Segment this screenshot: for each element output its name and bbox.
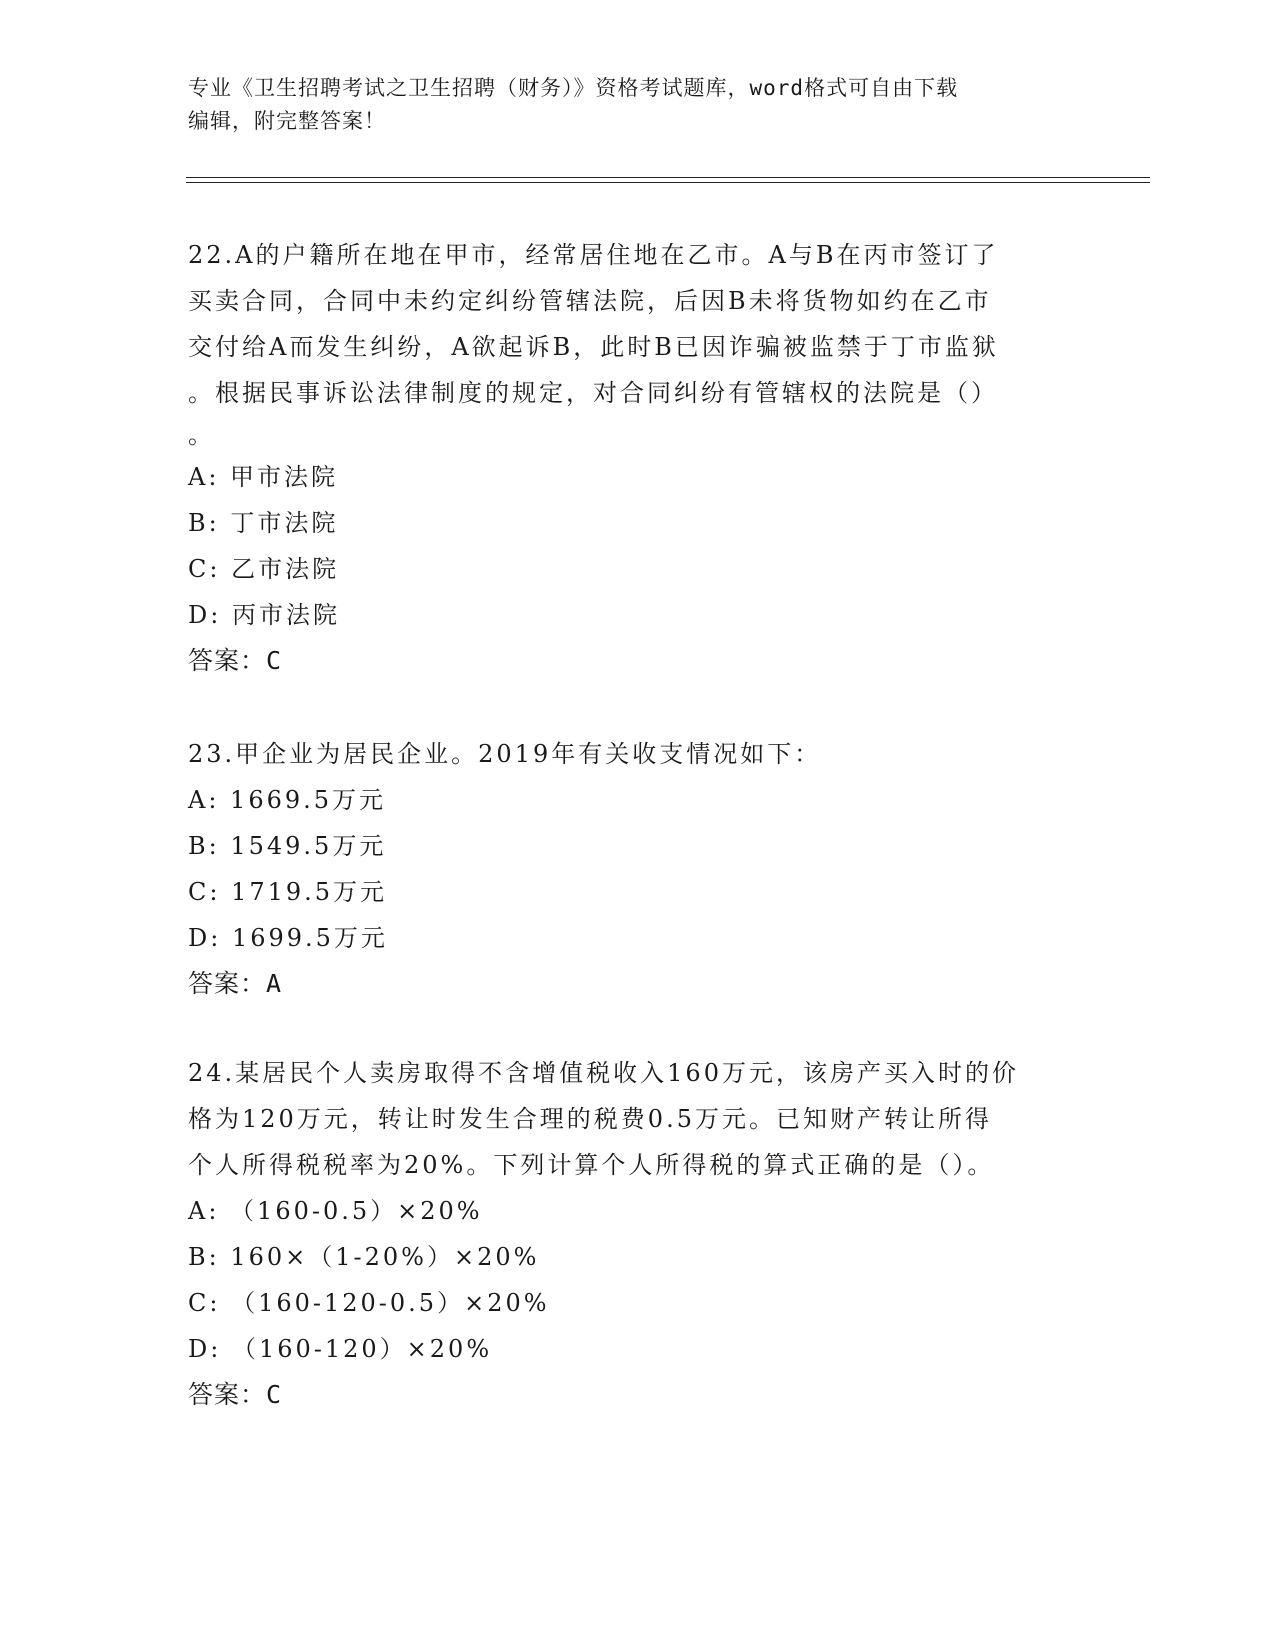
option-c: C: （160-120-0.5）×20% [188,1289,550,1317]
stem-line: 24.某居民个人卖房取得不含增值税收入160万元，该房产买入时的价 [188,1059,1019,1087]
option-b: B: 丁市法院 [188,509,339,537]
header-divider-bottom [186,182,1150,183]
option-c: C: 1719.5万元 [188,878,388,906]
option-a: A: 甲市法院 [188,463,339,491]
option-b: B: 160×（1-20%）×20% [188,1243,540,1271]
option-d: D: 1699.5万元 [188,924,388,952]
header-divider-top [186,177,1150,178]
stem-line: 买卖合同，合同中未约定纠纷管辖法院，后因B未将货物如约在乙市 [188,287,992,315]
stem-line: 23.甲企业为居民企业。2019年有关收支情况如下： [188,740,822,768]
stem-line: 格为120万元，转让时发生合理的税费0.5万元。已知财产转让所得 [188,1105,992,1133]
option-c: C: 乙市法院 [188,555,340,583]
question-23 [188,731,1078,1007]
option-d: D: （160-120）×20% [188,1335,493,1363]
stem-line: 。根据民事诉讼法律制度的规定，对合同纠纷有管辖权的法院是（） [188,379,998,407]
question-22 [188,232,1078,684]
header-line-1: 专业《卫生招聘考试之卫生招聘（财务）》资格考试题库，word格式可自由下载 [188,76,959,100]
stem-line: 个人所得税税率为20%。下列计算个人所得税的算式正确的是（）。 [188,1151,995,1179]
stem-line: 。 [188,421,215,449]
stem-line: 22.A的户籍所在地在甲市，经常居住地在乙市。A与B在丙市签订了 [188,241,999,269]
option-a: A: 1669.5万元 [188,786,387,814]
header-line-2: 编辑，附完整答案！ [188,109,386,133]
question-stem [188,1050,1078,1188]
question-stem [188,731,1078,777]
question-stem [188,232,1078,454]
answer: 答案：A [188,969,283,998]
option-b: B: 1549.5万元 [188,832,387,860]
option-d: D: 丙市法院 [188,601,340,629]
document-header [188,72,1068,138]
stem-line: 交付给A而发生纠纷，A欲起诉B，此时B已因诈骗被监禁于丁市监狱 [188,333,999,361]
question-24 [188,1050,1078,1418]
option-a: A: （160-0.5）×20% [188,1197,483,1225]
answer: 答案：C [188,646,283,675]
answer: 答案：C [188,1380,283,1409]
